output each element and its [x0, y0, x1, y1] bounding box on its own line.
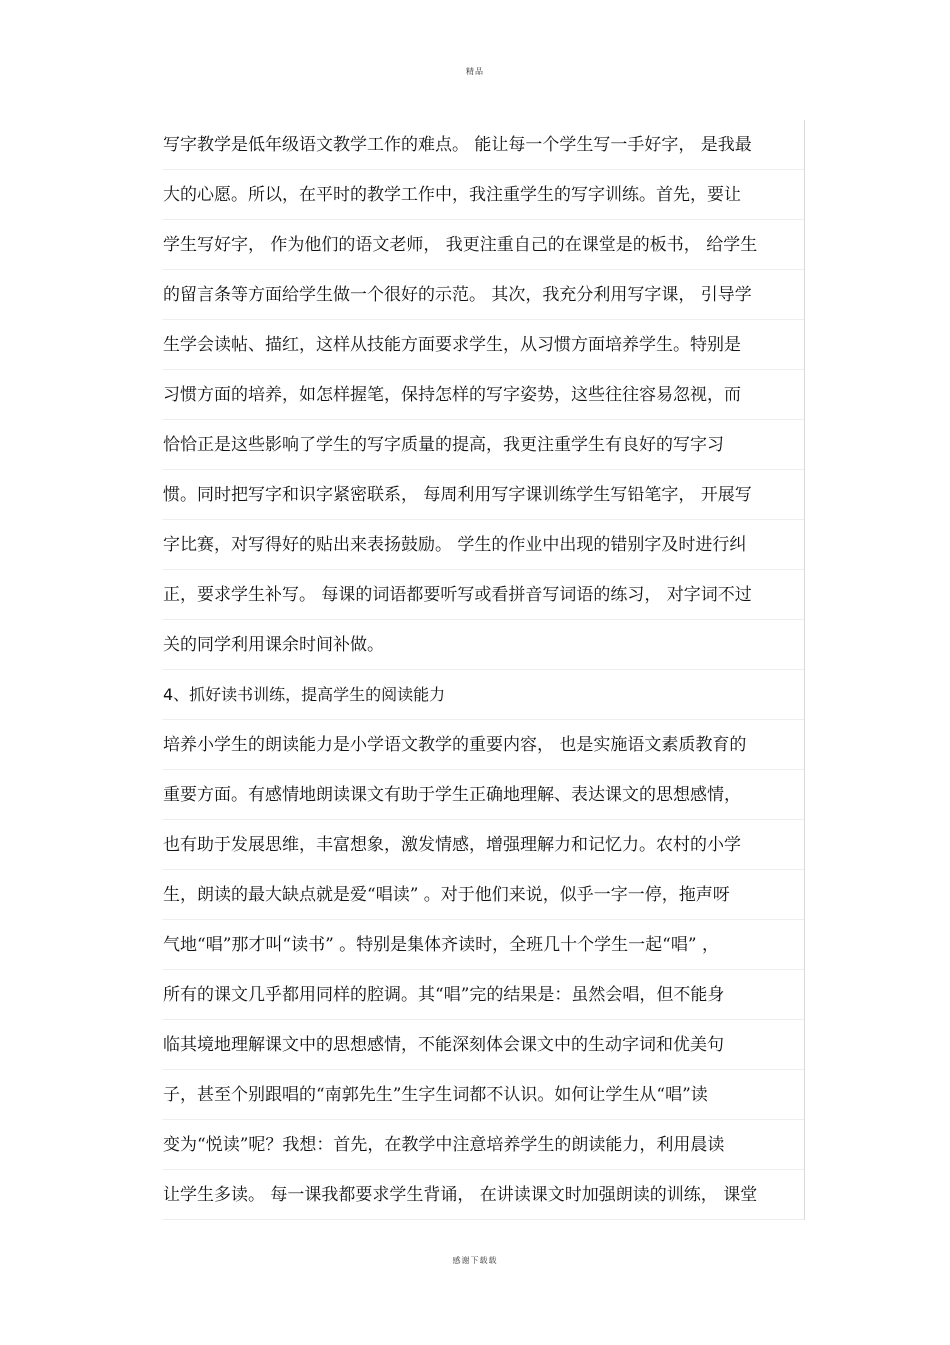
text-line: 关的同学利用课余时间补做。 [163, 620, 805, 670]
text-line: 变为“悦读”呢？我想：首先，在教学中注意培养学生的朗读能力，利用晨读 [163, 1120, 805, 1170]
text-line: 写字教学是低年级语文教学工作的难点。 能让每一个学生写一手好字， 是我最 [163, 120, 805, 170]
text-line: 惯。同时把写字和识字紧密联系， 每周利用写字课训练学生写铅笔字， 开展写 [163, 470, 805, 520]
text-line: 也有助于发展思维，丰富想象，激发情感，增强理解力和记忆力。农村的小学 [163, 820, 805, 870]
text-line: 的留言条等方面给学生做一个很好的示范。 其次，我充分利用写字课， 引导学 [163, 270, 805, 320]
text-line: 正，要求学生补写。 每课的词语都要听写或看拼音写词语的练习， 对字词不过 [163, 570, 805, 620]
text-line: 子，甚至个别跟唱的“南郭先生”生字生词都不认识。如何让学生从“唱”读 [163, 1070, 805, 1120]
text-line: 生，朗读的最大缺点就是爱“唱读” 。对于他们来说，似乎一字一停，拖声呀 [163, 870, 805, 920]
text-line: 字比赛，对写得好的贴出来表扬鼓励。 学生的作业中出现的错别字及时进行纠 [163, 520, 805, 570]
text-line: 培养小学生的朗读能力是小学语文教学的重要内容， 也是实施语文素质教育的 [163, 720, 805, 770]
page-header: 精品 [466, 67, 484, 76]
text-line: 重要方面。有感情地朗读课文有助于学生正确地理解、表达课文的思想感情， [163, 770, 805, 820]
text-line: 气地“唱”那才叫“读书” 。特别是集体齐读时，全班几十个学生一起“唱” ， [163, 920, 805, 970]
text-line: 习惯方面的培养，如怎样握笔，保持怎样的写字姿势，这些往往容易忽视，而 [163, 370, 805, 420]
document-body [163, 120, 805, 1220]
text-line: 恰恰正是这些影响了学生的写字质量的提高，我更注重学生有良好的写字习 [163, 420, 805, 470]
text-line: 学生写好字， 作为他们的语文老师， 我更注重自己的在课堂是的板书， 给学生 [163, 220, 805, 270]
page-footer: 感谢下载载 [452, 1256, 498, 1265]
text-line: 临其境地理解课文中的思想感情，不能深刻体会课文中的生动字词和优美句 [163, 1020, 805, 1070]
section-heading: 4、抓好读书训练，提高学生的阅读能力 [163, 670, 805, 720]
text-line: 让学生多读。 每一课我都要求学生背诵， 在讲读课文时加强朗读的训练， 课堂 [163, 1170, 805, 1220]
text-line: 生学会读帖、描红，这样从技能方面要求学生，从习惯方面培养学生。特别是 [163, 320, 805, 370]
text-line: 大的心愿。所以，在平时的教学工作中，我注重学生的写字训练。首先，要让 [163, 170, 805, 220]
text-line: 所有的课文几乎都用同样的腔调。其“唱”完的结果是：虽然会唱，但不能身 [163, 970, 805, 1020]
